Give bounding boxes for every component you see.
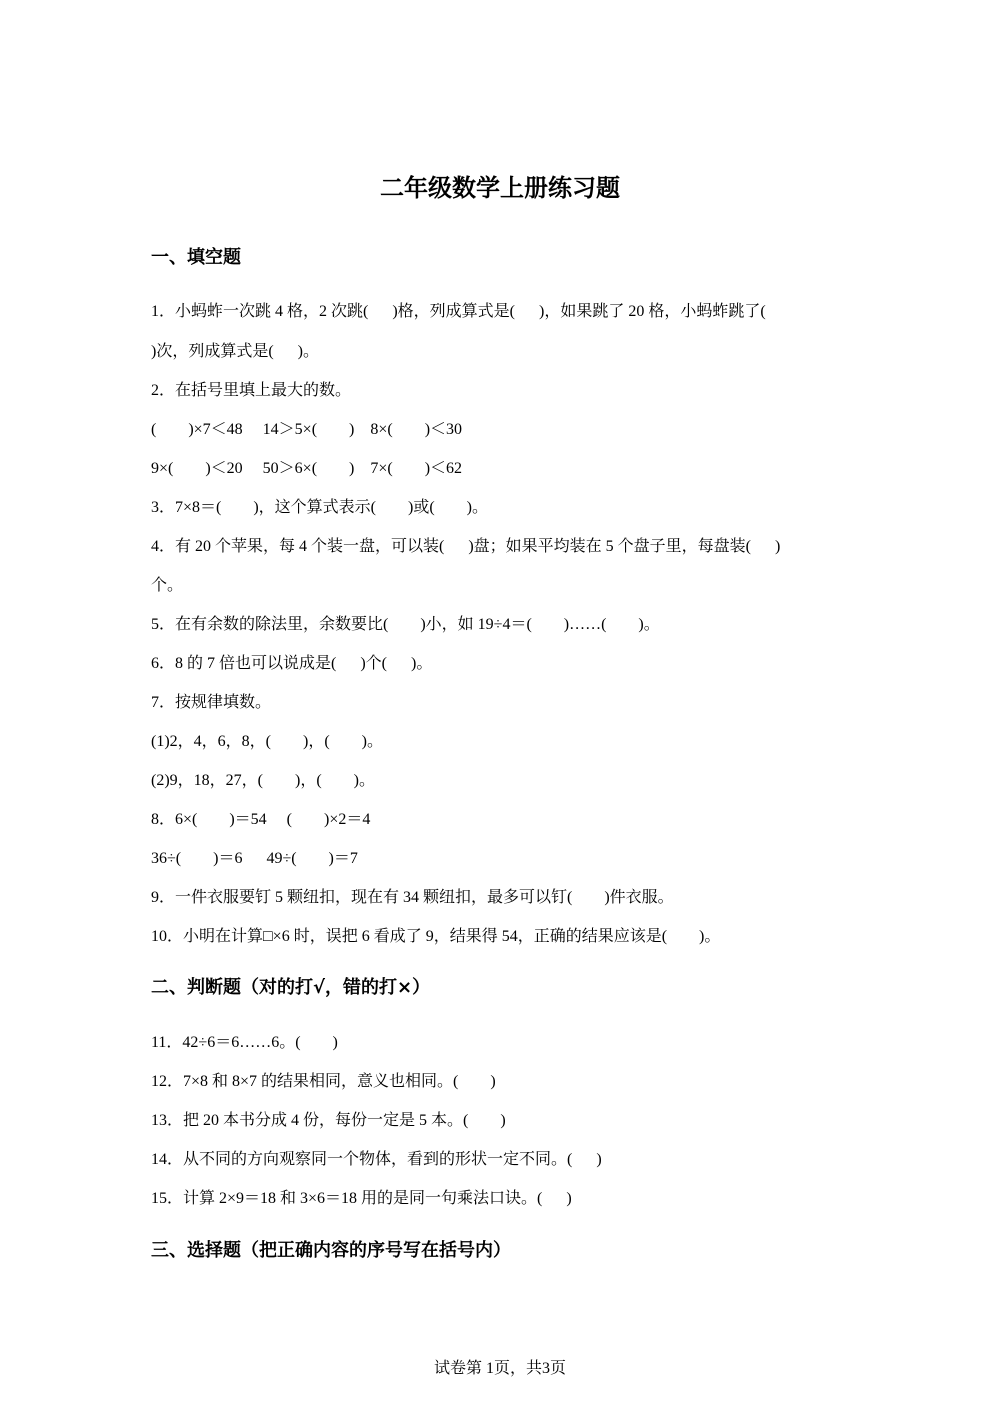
question-line: 11．42÷6＝6……6。( )	[151, 1034, 338, 1051]
page-footer: 试卷第 1页，共3页	[433, 1360, 566, 1377]
question-line: 个。	[151, 577, 184, 594]
question-line: 9×( )＜20 50＞6×( ) 7×( )＜62	[151, 460, 463, 477]
question-line: (2)9，18，27，( )，( )。	[151, 772, 375, 789]
question-line: 13．把 20 本书分成 4 份，每份一定是 5 本。( )	[151, 1112, 506, 1129]
question-line: 10．小明在计算□×6 时，误把 6 看成了 9，结果得 54，正确的结果应该是( )。	[151, 928, 721, 945]
section-heading-fill: 一、填空题	[151, 247, 241, 268]
page-title: 二年级数学上册练习题	[380, 174, 620, 202]
question-line: 3．7×8＝( )，这个算式表示( )或( )。	[151, 499, 488, 516]
question-line: 1．小蚂蚱一次跳 4 格，2 次跳( )格，列成算式是( )，如果跳了 20 格，小蚂蚱跳了(	[151, 303, 766, 320]
question-line: )次，列成算式是( )。	[151, 343, 319, 360]
question-line: 9．一件衣服要钉 5 颗纽扣，现在有 34 颗纽扣，最多可以钉( )件衣服。	[151, 889, 674, 906]
question-line: 2．在括号里填上最大的数。	[151, 382, 352, 399]
question-line: ( )×7＜48 14＞5×( ) 8×( )＜30	[151, 421, 463, 438]
question-line: 14．从不同的方向观察同一个物体，看到的形状一定不同。( )	[151, 1151, 602, 1168]
question-line: 8．6×( )＝54 ( )×2＝4	[151, 811, 371, 828]
question-line: 5．在有余数的除法里，余数要比( )小，如 19÷4＝( )……( )。	[151, 616, 660, 633]
question-line: 15．计算 2×9＝18 和 3×6＝18 用的是同一句乘法口诀。( )	[151, 1190, 572, 1207]
question-line: 12．7×8 和 8×7 的结果相同，意义也相同。( )	[151, 1073, 496, 1090]
question-line: 6．8 的 7 倍也可以说成是( )个( )。	[151, 655, 433, 672]
section-heading-judge: 二、判断题（对的打√，错的打×）	[151, 977, 431, 998]
question-line: 4．有 20 个苹果，每 4 个装一盘，可以装( )盘；如果平均装在 5 个盘子里，每盘装( )	[151, 538, 781, 555]
question-line: 36÷( )＝6 49÷( )＝7	[151, 850, 358, 867]
question-line: (1)2，4，6，8，( )，( )。	[151, 733, 383, 750]
section-heading-choice: 三、选择题（把正确内容的序号写在括号内）	[151, 1240, 511, 1261]
question-line: 7．按规律填数。	[151, 694, 272, 711]
